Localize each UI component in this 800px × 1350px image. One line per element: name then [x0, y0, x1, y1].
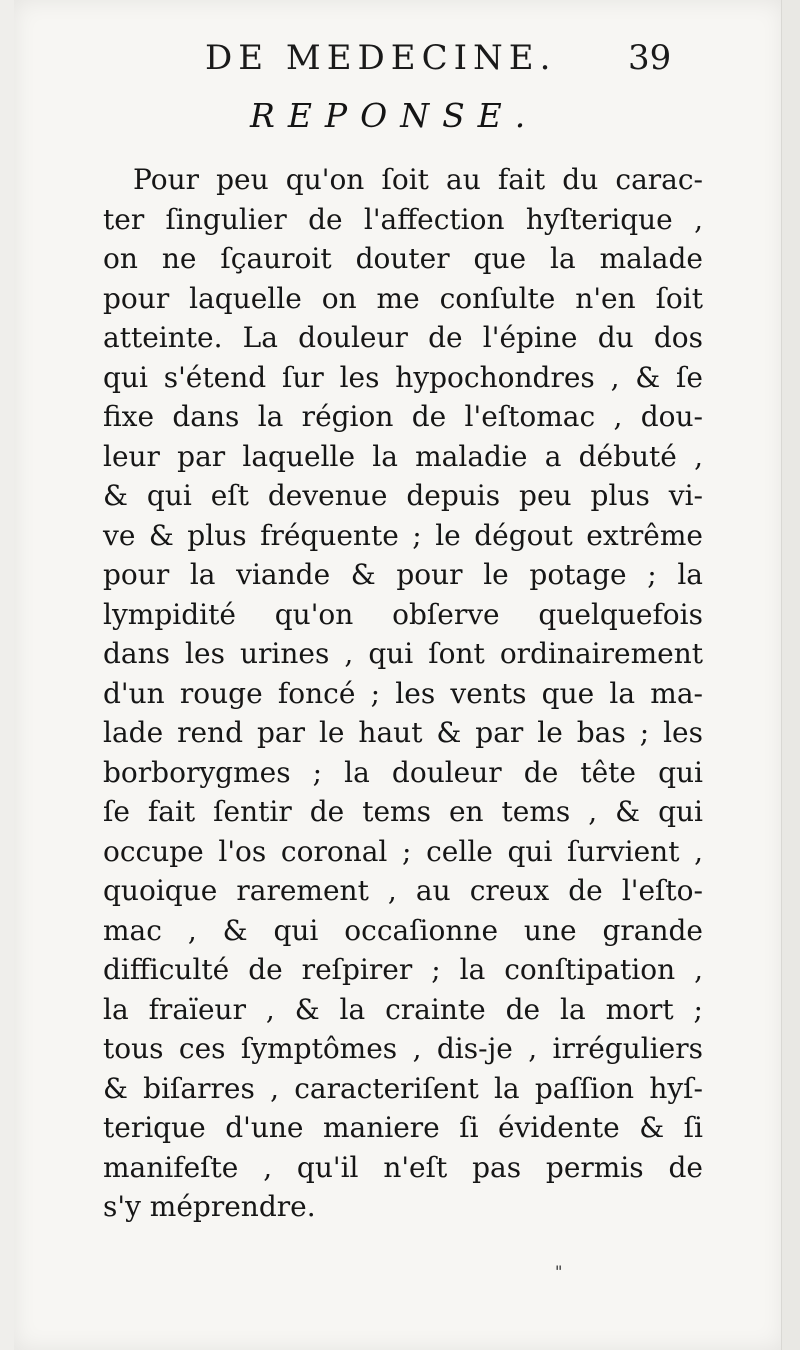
- text-line: on ne ſçauroit douter que la malade: [103, 242, 703, 275]
- text-line: & biſarres , caracteriſent la paſſion hyſ-: [103, 1071, 703, 1105]
- page-right-edge: [781, 0, 800, 1350]
- text-line: mac , & qui occaſionne une grande: [103, 913, 703, 947]
- text-line: difficulté de reſpirer ; la conſtipation ,: [103, 953, 703, 986]
- page-left-edge: [0, 0, 14, 1350]
- text-line: borborygmes ; la douleur de tête qui: [103, 755, 703, 789]
- text-line: Pour peu qu'on ſoit au fait du carac-: [133, 163, 703, 196]
- body-text: [103, 160, 703, 1227]
- text-line: terique d'une maniere ſi évidente & ſi: [103, 1111, 703, 1144]
- text-line: quoique rarement , au creux de l'eſto-: [103, 874, 703, 907]
- text-line: atteinte. La douleur de l'épine du dos: [103, 321, 703, 354]
- text-line: & qui eſt devenue depuis peu plus vi-: [103, 479, 703, 512]
- text-line: ve & plus fréquente ; le dégout extrême: [103, 518, 703, 552]
- text-line: occupe l'os coronal ; celle qui ſurvient ,: [103, 834, 703, 868]
- text-line: pour laquelle on me conſulte n'en ſoit: [103, 281, 703, 315]
- text-line: la fraïeur , & la crainte de la mort ;: [103, 992, 703, 1026]
- text-line: leur par laquelle la maladie a débuté ,: [103, 439, 703, 473]
- running-head-title: DE MEDECINE.: [205, 38, 557, 78]
- signature-mark: ": [555, 1262, 563, 1281]
- page-number: 39: [628, 38, 672, 78]
- text-line: qui s'étend ſur les hypochondres , & ſe: [103, 360, 703, 394]
- text-line: ſe fait ſentir de tems en tems , & qui: [103, 795, 703, 828]
- text-line: pour la viande & pour le potage ; la: [103, 558, 703, 591]
- text-line: fixe dans la région de l'eſtomac , dou-: [103, 400, 703, 433]
- text-line: manifeſte , qu'il n'eſt pas permis de: [103, 1150, 703, 1184]
- section-title: REPONSE.: [250, 96, 539, 135]
- text-line: lympidité qu'on obſerve quelquefois: [103, 597, 703, 631]
- text-line: dans les urines , qui ſont ordinairement: [103, 637, 703, 670]
- text-line: d'un rouge foncé ; les vents que la ma-: [103, 676, 703, 710]
- text-line: tous ces ſymptômes , dis-je , irréguliers: [103, 1032, 703, 1065]
- text-line: lade rend par le haut & par le bas ; les: [103, 716, 703, 749]
- text-line: ter ſingulier de l'affection hyſterique ,: [103, 202, 703, 236]
- text-line: s'y méprendre.: [103, 1190, 316, 1223]
- running-head: [0, 38, 800, 88]
